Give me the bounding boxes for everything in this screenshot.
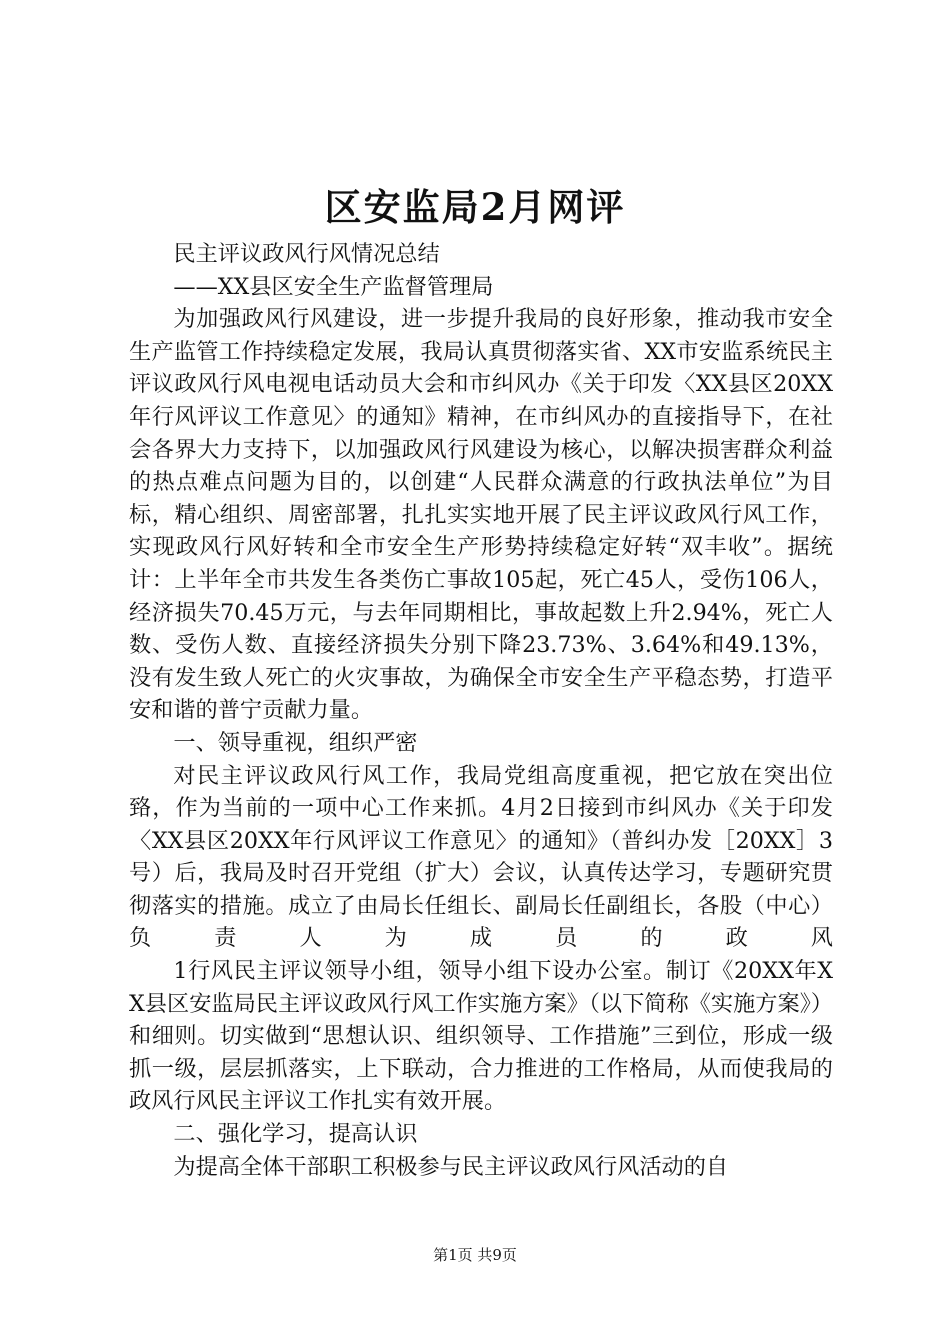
section-heading-1: 一、领导重视，组织严密 <box>173 729 418 756</box>
section-heading-2: 二、强化学习，提高认识 <box>173 1121 418 1148</box>
paragraph-subtitle: 民主评议政风行风情况总结 <box>173 241 440 267</box>
paragraph-issuer: ——XX县区安全生产监督管理局 <box>173 273 494 300</box>
document-body <box>129 238 833 1183</box>
page-footer: 第1页 共9页 <box>433 1246 517 1264</box>
document-title: 区安监局2月网评 <box>324 185 626 229</box>
paragraph-intro: 为加强政风行风建设，进一步提升我局的良好形象，推动我市安全生产监管工作持续稳定发展，我局认真贯彻落实省、XX市安监系统民主评议政风行风电视电话动员大会和市纠风办《关于印发〈XX县区20XX年行风评议工作意见〉的通知》精神，在市纠风办的直接指导下，在社会各界大力支持下，以加强政风行风建设为核心，以解决损害群众利益的热点难点问题为目的，以创建“人民群众满意的行政执法单位”为目标，精心组织、周密部署，扎扎实实地开展了民主评议政风行风工作，实现政风行风好转和全市安全生产形势持续稳定好转“双丰收”。据统计：上半年全市共发生各类伤亡事故105起，死亡45人，受伤106人，经济损失70.45万元，与去年同期相比，事故起数上升2.94%，死亡人数、受伤人数、直接经济损失分别下降23.73%、3.64%和49.13%，没有发生致人死亡的火灾事故，为确保全市安全生产平稳态势，打造平安和谐的普宁贡献力量。 <box>129 306 833 724</box>
paragraph-section-2: 为提高全体干部职工积极参与民主评议政风行风活动的自 <box>173 1153 729 1180</box>
paragraph-section-1b: 1行风民主评议领导小组，领导小组下设办公室。制订《20XX年XX县区安监局民主评议政风行风工作实施方案》（以下简称《实施方案》）和细则。切实做到“思想认识、组织领导、工作措施”三到位，形成一级抓一级，层层抓落实，上下联动，合力推进的工作格局，从而使我局的政风行风民主评议工作扎实有效开展。 <box>129 958 833 1115</box>
paragraph-section-1a: 对民主评议政风行风工作，我局党组高度重视，把它放在突出位臵，作为当前的一项中心工作来抓。4月2日接到市纠风办《关于印发〈XX县区20XX年行风评议工作意见〉的通知》（普纠办发［20XX］3号）后，我局及时召开党组（扩大）会议，认真传达学习，专题研究贯彻落实的措施。成立了由局长任组长、副局长任副组长，各股（中心）负责人为成员的政风 <box>129 762 833 952</box>
